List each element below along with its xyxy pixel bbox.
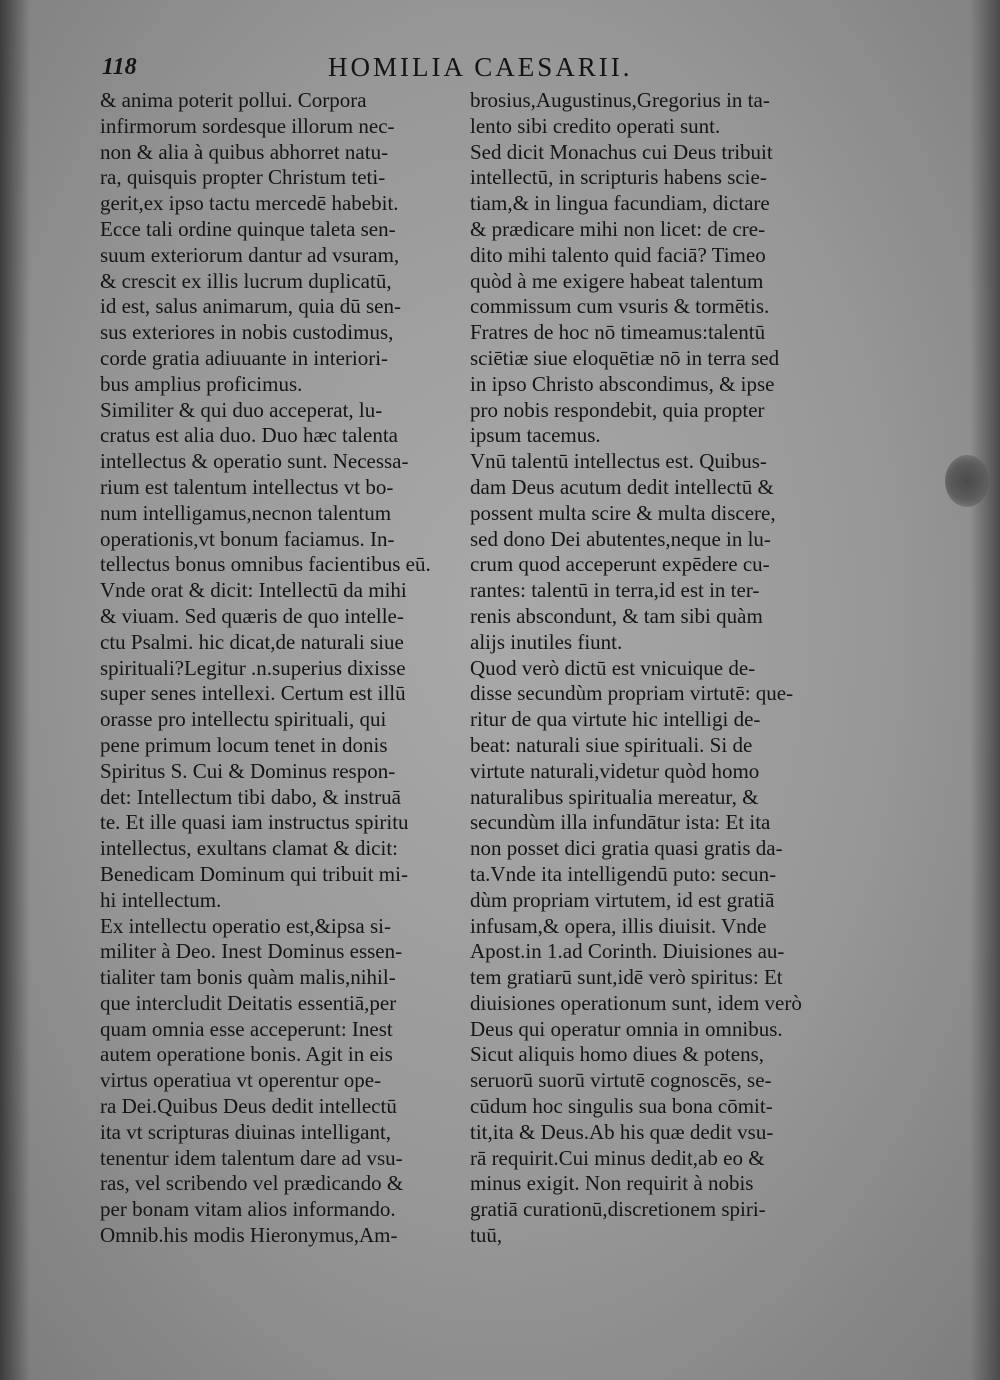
text-line: gerit,ex ipso tactu mercedē habebit.	[100, 191, 399, 216]
text-line: quam omnia esse acceperunt: Inest	[100, 1016, 393, 1041]
text-line: & crescit ex illis lucrum duplicatū,	[100, 268, 392, 293]
left-text-column	[100, 88, 460, 1249]
text-line: virtus operatiua vt operentur ope-	[100, 1068, 382, 1093]
text-line: autem operatione bonis. Agit in eis	[100, 1042, 393, 1067]
text-line: tialiter tam bonis quàm malis,nihil-	[100, 965, 396, 990]
text-line: ra Dei.Quibus Deus dedit intellectū	[100, 1094, 397, 1119]
text-line: in ipso Christo abscondimus, & ipse	[470, 371, 775, 396]
page-header	[100, 52, 860, 88]
ink-stain	[945, 455, 989, 507]
text-line: ra, quisquis propter Christum teti-	[100, 165, 386, 190]
text-line: dam Deus acutum dedit intellectū &	[470, 474, 774, 499]
text-line: secundùm illa infundātur ista: Et ita	[470, 810, 771, 835]
text-line: naturalibus spiritualia mereatur, &	[470, 784, 759, 809]
text-line: lento sibi credito operati sunt.	[470, 113, 721, 138]
text-line: Apost.in 1.ad Corinth. Diuisiones au-	[470, 939, 785, 964]
text-line: det: Intellectum tibi dabo, & instruā	[100, 784, 401, 809]
page-gutter-shadow	[0, 0, 30, 1380]
text-line: renis abscondunt, & tam sibi quàm	[470, 603, 763, 628]
text-line: operationis,vt bonum faciamus. In-	[100, 526, 395, 551]
text-line: tenentur idem talentum dare ad vsu-	[100, 1145, 403, 1170]
text-line: Vnū talentū intellectus est. Quibus-	[470, 449, 767, 474]
text-line: num intelligamus,necnon talentum	[100, 500, 392, 525]
text-line: ctu Psalmi. hic dicat,de naturali siue	[100, 629, 404, 654]
text-line: minus exigit. Non requirit à nobis	[470, 1171, 754, 1196]
text-line: non posset dici gratia quasi gratis da-	[470, 836, 783, 861]
text-line: & viuam. Sed quæris de quo intelle-	[100, 603, 404, 628]
text-line: beat: naturali siue spirituali. Si de	[470, 732, 753, 757]
page-number: 118	[102, 54, 137, 80]
text-line: Sed dicit Monachus cui Deus tribuit	[470, 139, 773, 164]
text-line: Similiter & qui duo acceperat, lu-	[100, 397, 383, 422]
text-line: infirmorum sordesque illorum nec-	[100, 113, 395, 138]
text-line: rā requirit.Cui minus dedit,ab eo &	[470, 1145, 765, 1170]
text-line: dito mihi talento quid faciā? Timeo	[470, 242, 766, 267]
text-line: dùm propriam virtutem, id est gratiā	[470, 887, 775, 912]
text-line: non & alia à quibus abhorret natu-	[100, 139, 389, 164]
text-line: disse secundùm propriam virtutē: que-	[470, 681, 794, 706]
page-edge-shadow	[970, 0, 1000, 1380]
text-line: brosius,Augustinus,Gregorius in ta-	[470, 88, 770, 112]
right-text-column	[470, 88, 835, 1249]
text-line: super senes intellexi. Certum est illū	[100, 681, 406, 706]
text-line: ras, vel scribendo vel prædicando &	[100, 1171, 404, 1196]
text-line: pro nobis respondebit, quia propter	[470, 397, 765, 422]
text-line: gratiā curationū,discretionem spiri-	[470, 1197, 766, 1222]
text-line: sus exteriores in nobis custodimus,	[100, 320, 394, 345]
text-line: & prædicare mihi non licet: de cre-	[470, 216, 766, 241]
text-line: Benedicam Dominum qui tribuit mi-	[100, 861, 408, 886]
text-line: militer à Deo. Inest Dominus essen-	[100, 939, 403, 964]
text-line: ita vt scripturas diuinas intelligant,	[100, 1119, 392, 1144]
text-line: tiam,& in lingua facundiam, dictare	[470, 191, 770, 216]
text-line: id est, salus animarum, quia dū sen-	[100, 294, 401, 319]
text-line: intellectū, in scripturis habens scie-	[470, 165, 767, 190]
text-line: sed dono Dei abutentes,neque in lu-	[470, 526, 771, 551]
text-line: quòd à me exigere habeat talentum	[470, 268, 764, 293]
text-line: infusam,& opera, illis diuisit. Vnde	[470, 913, 767, 938]
text-line: corde gratia adiuuante in interiori-	[100, 345, 389, 370]
text-line: tuū,	[470, 1223, 503, 1248]
text-line: alijs inutiles fiunt.	[470, 629, 623, 654]
text-line: Ecce tali ordine quinque taleta sen-	[100, 216, 396, 241]
text-line: Spiritus S. Cui & Dominus respon-	[100, 758, 396, 783]
text-line: bus amplius proficimus.	[100, 371, 303, 396]
text-line: rantes: talentū in terra,id est in ter-	[470, 578, 760, 603]
text-line: seruorū suorū virtutē cognoscēs, se-	[470, 1068, 772, 1093]
running-title: HOMILIA CAESARII.	[328, 52, 633, 82]
text-line: intellectus & operatio sunt. Necessa-	[100, 449, 409, 474]
text-line: pene primum locum tenet in donis	[100, 732, 388, 757]
text-line: virtute naturali,videtur quòd homo	[470, 758, 760, 783]
text-line: ritur de qua virtute hic intelligi de-	[470, 707, 761, 732]
text-line: intellectus, exultans clamat & dicit:	[100, 836, 398, 861]
text-line: tit,ita & Deus.Ab his quæ dedit vsu-	[470, 1119, 774, 1144]
text-line: sciētiæ siue eloquētiæ nō in terra sed	[470, 345, 780, 370]
text-line: commissum cum vsuris & tormētis.	[470, 294, 770, 319]
text-line: crum quod acceperunt expēdere cu-	[470, 552, 770, 577]
text-line: cūdum hoc singulis sua bona cōmit-	[470, 1094, 773, 1119]
text-line: cratus est alia duo. Duo hæc talenta	[100, 423, 398, 448]
text-line: te. Et ille quasi iam instructus spiritu	[100, 810, 409, 835]
text-line: Vnde orat & dicit: Intellectū da mihi	[100, 578, 407, 603]
text-line: tellectus bonus omnibus facientibus eū.	[100, 552, 431, 577]
text-line: possent multa scire & multa discere,	[470, 500, 776, 525]
text-line: ipsum tacemus.	[470, 423, 601, 448]
text-line: que intercludit Deitatis essentiā,per	[100, 990, 397, 1015]
text-line: Omnib.his modis Hieronymus,Am-	[100, 1223, 398, 1248]
text-line: tem gratiarū sunt,idē verò spiritus: Et	[470, 965, 783, 990]
text-line: hi intellectum.	[100, 887, 222, 912]
text-line: suum exteriorum dantur ad vsuram,	[100, 242, 400, 267]
text-line: rium est talentum intellectus vt bo-	[100, 474, 394, 499]
text-line: Deus qui operatur omnia in omnibus.	[470, 1016, 783, 1041]
text-line: per bonam vitam alios informando.	[100, 1197, 396, 1222]
text-line: & anima poterit pollui. Corpora	[100, 88, 367, 112]
text-line: Quod verò dictū est vnicuique de-	[470, 655, 756, 680]
text-line: Sicut aliquis homo diues & potens,	[470, 1042, 764, 1067]
text-line: Fratres de hoc nō timeamus:talentū	[470, 320, 766, 345]
text-line: orasse pro intellectu spirituali, qui	[100, 707, 387, 732]
text-line: spirituali?Legitur .n.superius dixisse	[100, 655, 406, 680]
text-line: ta.Vnde ita intelligendū puto: secun-	[470, 861, 777, 886]
text-line: Ex intellectu operatio est,&ipsa si-	[100, 913, 392, 938]
text-line: diuisiones operationum sunt, idem verò	[470, 990, 802, 1015]
